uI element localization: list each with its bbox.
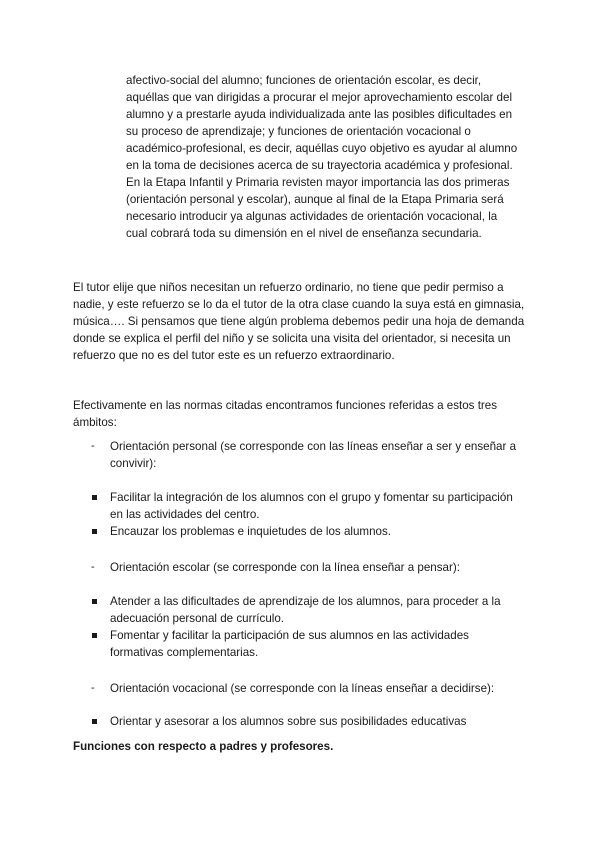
- text-line: nadie, y este refuerzo se lo da el tutor de la otra clase cuando la suya está en gimnasia,: [73, 298, 525, 311]
- text-line: Orientación personal (se corresponde con las líneas enseñar a ser y enseñar a: [110, 440, 517, 453]
- text-line: en las actividades del centro.: [110, 508, 260, 521]
- text-line: académico-profesional, es decir, aquéllas cuyo objetivo es ayudar al alumno: [126, 142, 518, 155]
- dash-marker: -: [91, 682, 95, 694]
- text-line: necesario introducir ya algunas actividades de orientación vocacional, la: [126, 210, 498, 223]
- text-line: Orientación vocacional (se corresponde con la líneas enseñar a decidirse):: [110, 682, 495, 695]
- text-line: Orientación escolar (se corresponde con la línea enseñar a pensar):: [110, 561, 460, 574]
- text-line: cual cobrará toda su dimensión en el nivel de enseñanza secundaria.: [126, 227, 482, 240]
- text-line: Orientar y asesorar a los alumnos sobre sus posibilidades educativas: [110, 715, 467, 728]
- text-line: ámbitos:: [73, 416, 117, 429]
- section-heading: Funciones con respecto a padres y profesores.: [73, 740, 334, 753]
- text-line: En la Etapa Infantil y Primaria revisten mayor importancia las dos primeras: [126, 176, 510, 189]
- list-item-orientacion-vocacional: [91, 680, 531, 697]
- quoted-paragraph: [126, 72, 526, 242]
- dash-marker: -: [91, 440, 95, 452]
- text-line: convivir):: [110, 457, 157, 470]
- text-line: en la toma de decisiones acerca de su trayectoria académica y profesional.: [126, 159, 513, 172]
- square-bullet-icon: [92, 529, 97, 534]
- text-line: refuerzo que no es del tutor este es un refuerzo extraordinario.: [73, 349, 395, 362]
- text-line: afectivo-social del alumno; funciones de orientación escolar, es decir,: [126, 74, 482, 87]
- text-line: Encauzar los problemas e inquietudes de los alumnos.: [110, 525, 391, 538]
- text-line: Facilitar la integración de los alumnos con el grupo y fomentar su participación: [110, 491, 513, 504]
- dash-marker: -: [91, 561, 95, 573]
- bullet-item: [91, 489, 531, 523]
- text-line: Efectivamente en las normas citadas encontramos funciones referidas a estos tres: [73, 399, 498, 412]
- paragraph-ambitos: [73, 397, 533, 431]
- square-bullet-icon: [92, 633, 97, 638]
- list-item-orientacion-personal: [91, 438, 531, 472]
- text-line: música…. Si pensamos que tiene algún problema debemos pedir una hoja de demanda: [73, 315, 525, 328]
- square-bullet-icon: [92, 719, 97, 724]
- square-bullet-icon: [92, 599, 97, 604]
- text-line: El tutor elije que niños necesitan un refuerzo ordinario, no tiene que pedir permiso a: [73, 281, 504, 294]
- text-line: aquéllas que van dirigidas a procurar el mejor aprovechamiento escolar del: [126, 91, 513, 104]
- text-line: alumno y a prestarle ayuda individualizada ante las posibles dificultades en: [126, 108, 513, 121]
- text-line: formativas complementarias.: [110, 646, 259, 659]
- paragraph-tutor-refuerzo: [73, 279, 533, 364]
- bullet-item: [91, 593, 531, 627]
- text-line: Atender a las dificultades de aprendizaje de los alumnos, para proceder a la: [110, 595, 501, 608]
- text-line: donde se explica el perfil del niño y se solicita una visita del orientador, si necesita un: [73, 332, 511, 345]
- text-line: adecuación personal de currículo.: [110, 612, 285, 625]
- text-line: (orientación personal y escolar), aunque al final de la Etapa Primaria será: [126, 193, 504, 206]
- square-bullet-icon: [92, 495, 97, 500]
- bullet-item: [91, 627, 531, 661]
- text-line: Fomentar y facilitar la participación de sus alumnos en las actividades: [110, 629, 469, 642]
- text-line: su proceso de aprendizaje; y funciones de orientación vocacional o: [126, 125, 471, 138]
- bullet-item: [91, 713, 531, 730]
- bullet-item: [91, 523, 531, 540]
- list-item-orientacion-escolar: [91, 559, 531, 576]
